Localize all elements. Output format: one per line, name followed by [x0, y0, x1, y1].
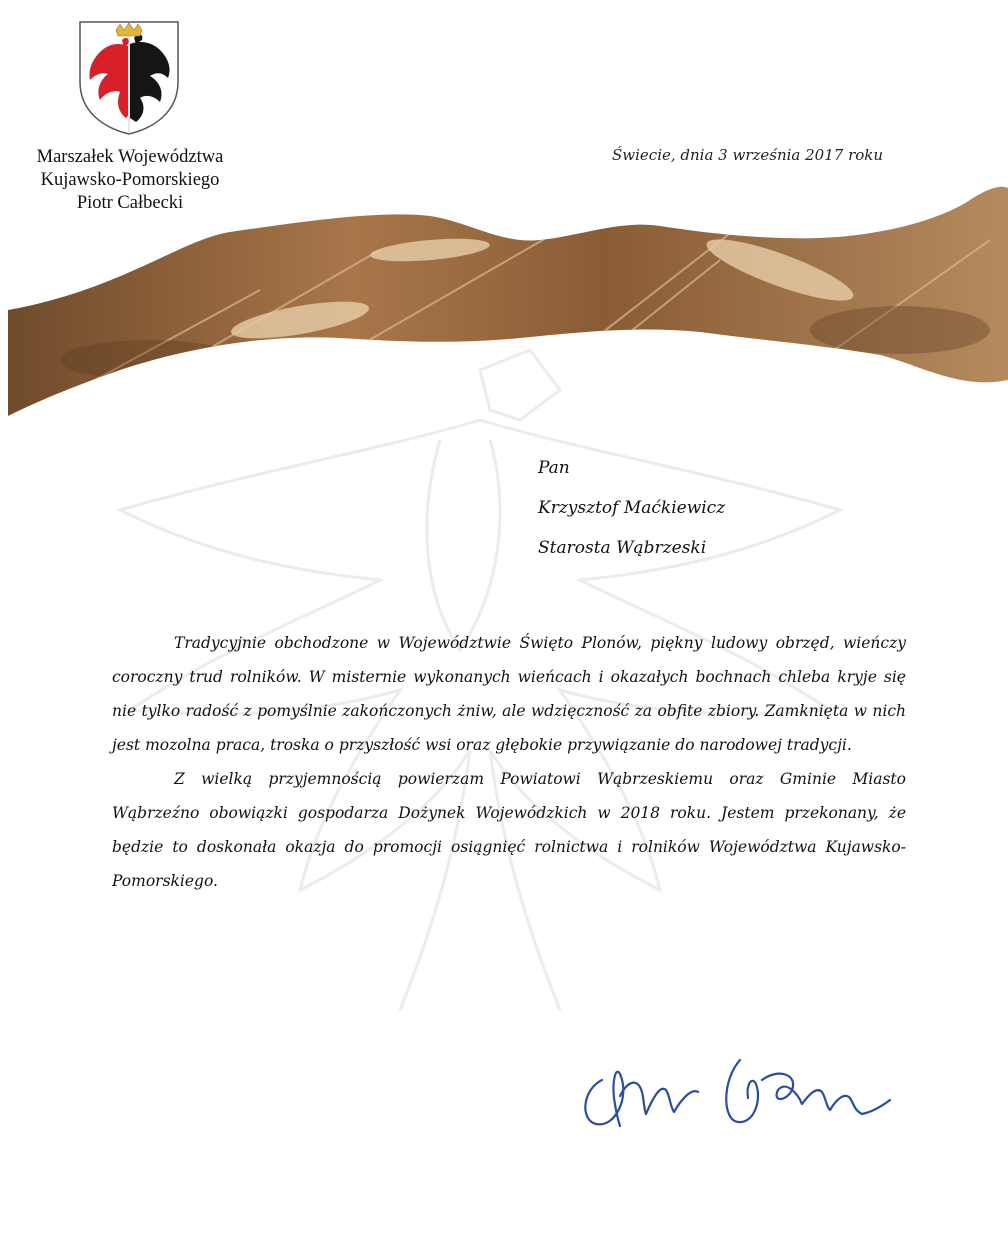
recipient-title: Starosta Wąbrzeski	[538, 538, 707, 558]
signature-icon	[572, 1040, 908, 1140]
recipient-name: Krzysztof Maćkiewicz	[538, 498, 726, 518]
letter-body	[112, 626, 906, 898]
wheat-banner-image	[0, 180, 1008, 420]
sender-name: Piotr Całbecki	[76, 193, 184, 213]
coat-of-arms-icon	[78, 20, 180, 136]
sender-line-2: Kujawsko-Pomorskiego	[40, 170, 220, 190]
recipient-salutation: Pan	[538, 458, 570, 478]
sender-line-1: Marszałek Województwa	[36, 147, 224, 167]
body-paragraph-1: Tradycyjnie obchodzone w Województwie Święto Plonów, piękny ludowy obrzęd, wieńczy coroczny trud rolników. W misternie wykonanych wieńcach i okazałych bochnach chleba kryje się nie tylko radość z pomyślnie zakończonych żniw, ale wdzięczność za obfite zbiory. Zamknięta w nich jest mozolna praca, troska o przyszłość wsi oraz głębokie przywiązanie do narodowej tradycji.	[112, 634, 906, 754]
body-paragraph-2: Z wielką przyjemnością powierzam Powiatowi Wąbrzeskiemu oraz Gminie Miasto Wąbrzeźno obowiązki gospodarza Dożynek Wojewódzkich w 2018 roku. Jestem przekonany, że będzie to doskonała okazja do promocji osiągnięć rolnictwa i rolników Województwa Kujawsko-Pomorskiego.	[112, 770, 906, 890]
recipient-block	[538, 448, 725, 568]
letter-date: Świecie, dnia 3 września 2017 roku	[612, 146, 884, 164]
